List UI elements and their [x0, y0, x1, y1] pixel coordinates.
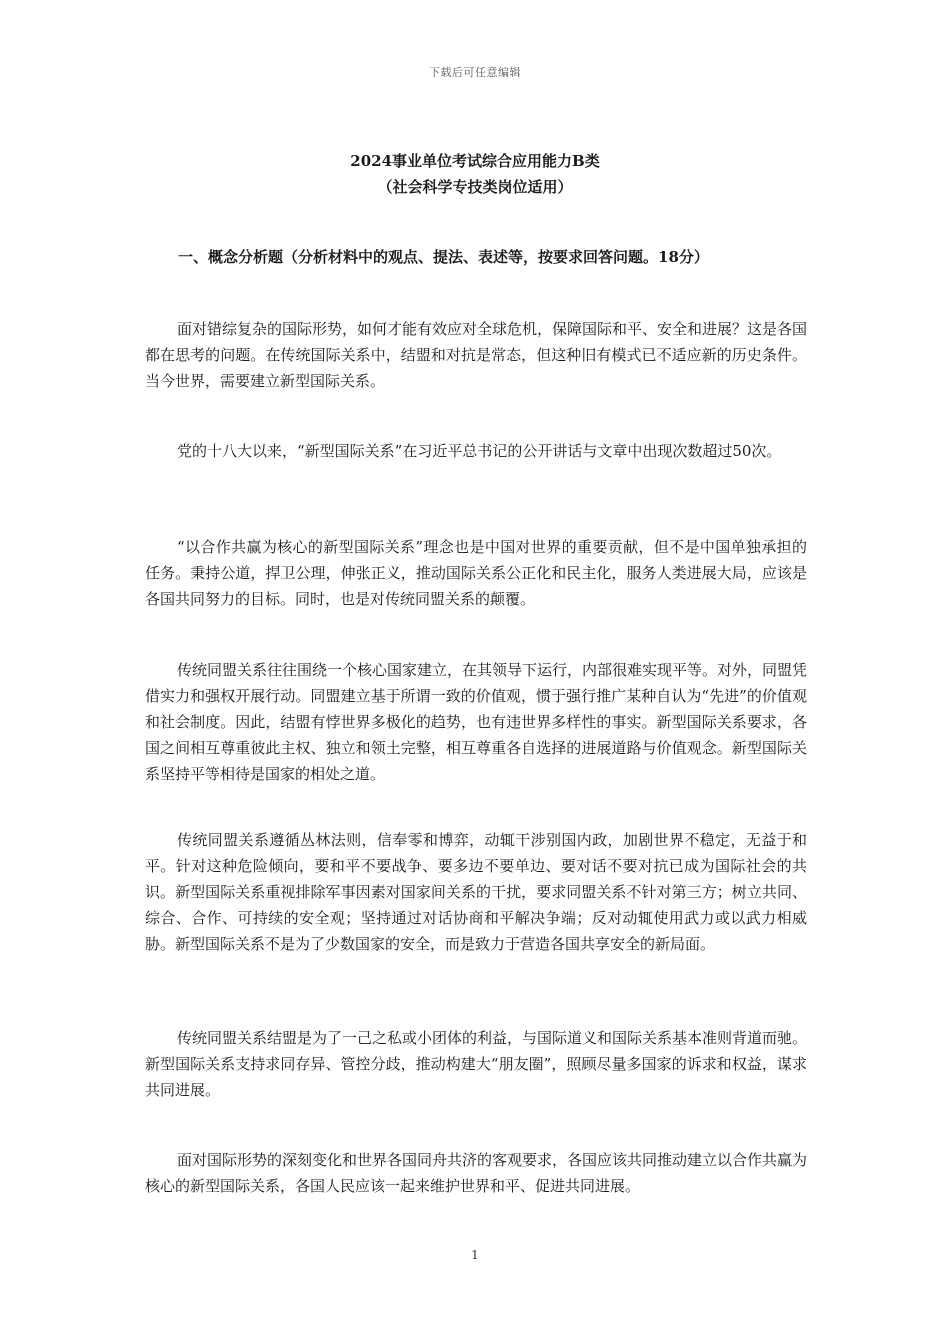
- section-heading: 一、概念分析题（分析材料中的观点、提法、表述等，按要求回答问题。18分）: [178, 248, 709, 266]
- body-paragraph-4: 传统同盟关系往往围绕一个核心国家建立，在其领导下运行，内部很难实现平等。对外，同盟凭借实力和强权开展行动。同盟建立基于所谓一致的价值观，惯于强行推广某种自认为“先进”的价值观和社会制度。因此，结盟有悖世界多极化的趋势，也有违世界多样性的事实。新型国际关系要求，各国之间相互尊重彼此主权、独立和领土完整，相互尊重各自选择的进展道路与价值观念。新型国际关系坚持平等相待是国家的相处之道。: [145, 661, 808, 783]
- body-paragraph-2: 党的十八大以来，“新型国际关系”在习近平总书记的公开讲话与文章中出现次数超过50次。: [177, 442, 782, 460]
- page-number: 1: [471, 1248, 479, 1262]
- body-paragraph-1: 面对错综复杂的国际形势，如何才能有效应对全球危机，保障国际和平、安全和进展？这是各国都在思考的问题。在传统国际关系中，结盟和对抗是常态，但这种旧有模式已不适应新的历史条件。当今世界，需要建立新型国际关系。: [145, 320, 808, 390]
- title-line-subtitle: （社会科学专技类岗位适用）: [377, 178, 573, 196]
- title-line-main: 2024事业单位考试综合应用能力B类: [350, 152, 600, 170]
- body-paragraph-3: “以合作共赢为核心的新型国际关系”理念也是中国对世界的重要贡献，但不是中国单独承担的任务。秉持公道，捍卫公理，伸张正义，推动国际关系公正化和民主化，服务人类进展大局，应该是各国共同努力的目标。同时，也是对传统同盟关系的颠覆。: [145, 538, 807, 608]
- body-paragraph-7: 面对国际形势的深刻变化和世界各国同舟共济的客观要求，各国应该共同推动建立以合作共赢为核心的新型国际关系，各国人民应该一起来维护世界和平、促进共同进展。: [145, 1151, 808, 1195]
- page-header-note: 下载后可任意编辑: [429, 66, 521, 79]
- document-title: [0, 148, 950, 200]
- body-paragraph-6: 传统同盟关系结盟是为了一己之私或小团体的利益，与国际道义和国际关系基本准则背道而驰。新型国际关系支持求同存异、管控分歧，推动构建大“朋友圈”，照顾尽量多国家的诉求和权益，谋求共同进展。: [145, 1029, 808, 1099]
- body-paragraph-5: 传统同盟关系遵循丛林法则，信奉零和博弈，动辄干涉别国内政，加剧世界不稳定，无益于和平。针对这种危险倾向，要和平不要战争、要多边不要单边、要对话不要对抗已成为国际社会的共识。新型国际关系重视排除军事因素对国家间关系的干扰，要求同盟关系不针对第三方；树立共同、综合、合作、可持续的安全观；坚持通过对话协商和平解决争端；反对动辄使用武力或以武力相威胁。新型国际关系不是为了少数国家的安全，而是致力于营造各国共享安全的新局面。: [145, 831, 807, 953]
